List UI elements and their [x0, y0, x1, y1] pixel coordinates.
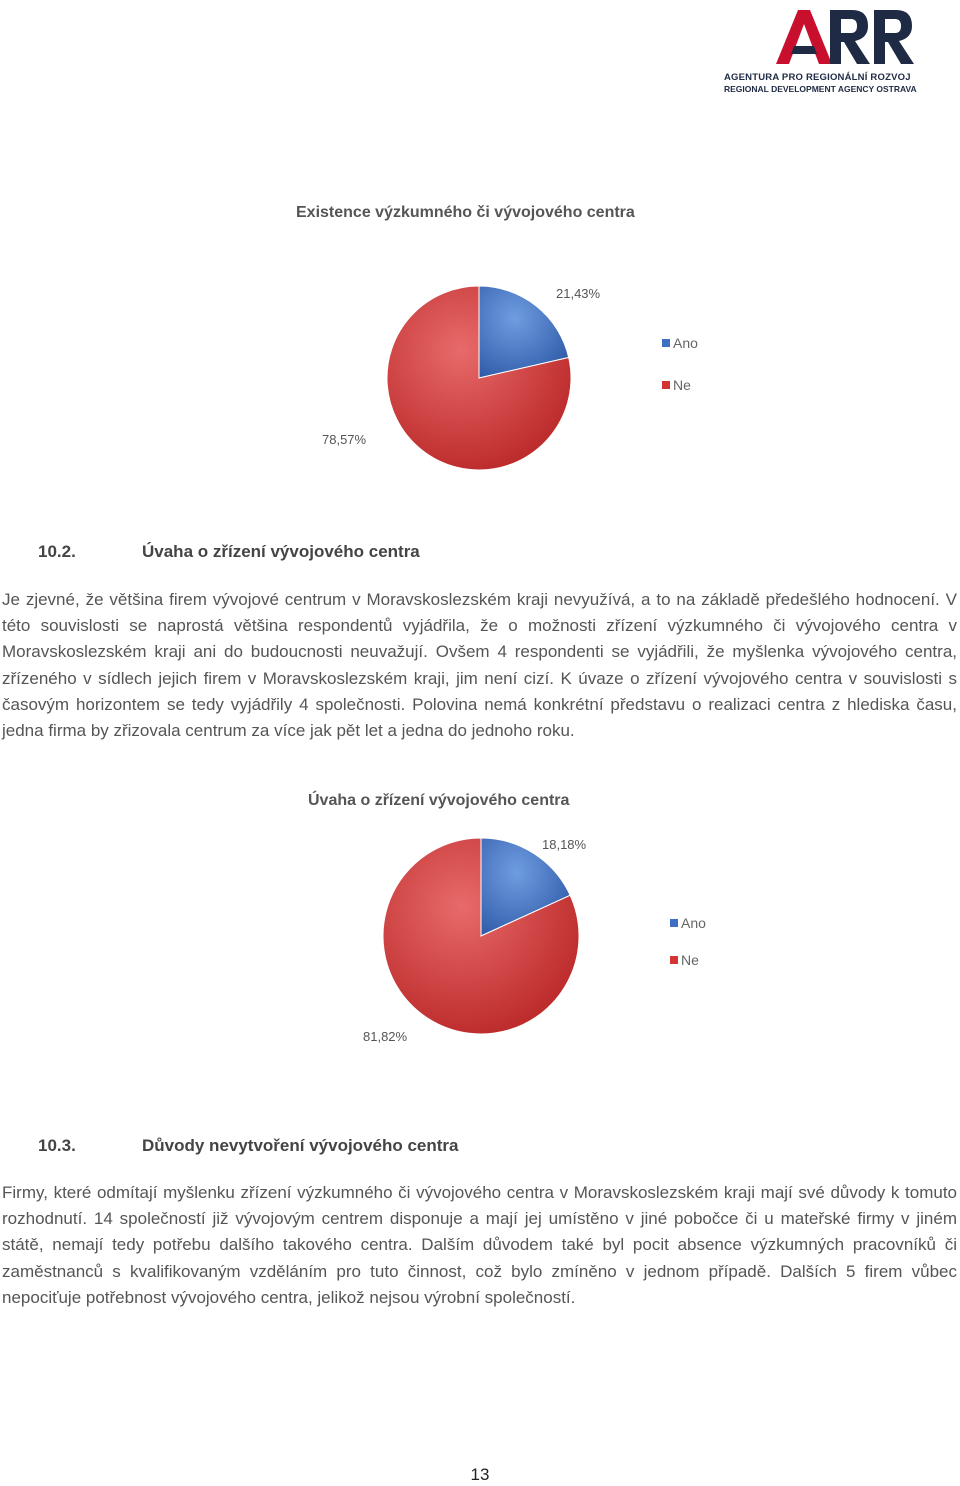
section-paragraph-10-2: Je zjevné, že většina firem vývojové centrum v Moravskoslezském kraji nevyužívá, a to na základě předešlého hodnocení. V této souvislosti se naprostá většina respondentů vyjádřila, že o možnosti zřízení výzkumného či vývojového centra v Moravskoslezském kraji ani do budoucnosti neuvažují. Ovšem 4 respondenti se vyjádřili, že myšlenka vývojového centra, zřízeného v sídlech jejich firem v Moravskoslezském kraji, jim není cizí. K úvaze o zřízení vývojového centra v souvislosti s časovým horizontem se tedy vyjádřily 4 společnosti. Polovina nemá konkrétní představu o realizaci centra z hlediska času, jedna firma by zřizovala centrum za více jak pět let a jedna do jednoho roku. — [2, 590, 957, 741]
data-label-ano: 18,18% — [542, 837, 587, 852]
logo-line-1: AGENTURA PRO REGIONÁLNÍ ROZVOJ — [724, 72, 911, 83]
legend-swatch-ano — [670, 919, 678, 927]
legend-label-ano: Ano — [673, 335, 698, 351]
chart-title: Existence výzkumného či vývojového centra — [296, 204, 635, 221]
data-label-ano: 21,43% — [556, 286, 601, 301]
legend-label-ano: Ano — [681, 915, 706, 931]
chart-title: Úvaha o zřízení vývojového centra — [308, 792, 570, 809]
legend-swatch-ne — [670, 956, 678, 964]
agency-logo — [718, 6, 943, 102]
pie-slices — [383, 838, 579, 1034]
legend-item-ne — [670, 952, 699, 968]
section-number: 10.2. — [38, 542, 76, 561]
legend-item-ano — [662, 335, 698, 351]
pie-chart-uvaha — [302, 786, 722, 1051]
legend-label-ne: Ne — [673, 377, 691, 393]
logo-line-2: REGIONAL DEVELOPMENT AGENCY OSTRAVA — [724, 84, 917, 94]
section-title: Důvody nevytvoření vývojového centra — [142, 1136, 459, 1155]
section-number: 10.3. — [38, 1136, 76, 1155]
legend-swatch-ne — [662, 381, 670, 389]
section-paragraph-10-3: Firmy, které odmítají myšlenku zřízení výzkumného či vývojového centra v Moravskoslezském kraji mají své důvody k tomuto rozhodnutí. 14 společností již vývojovým centrem disponuje a mají jej umístěno v jiné pobočce či u mateřské firmy v jiném státě, nemají tedy potřebu dalšího takového centra. Dalším důvodem také byl pocit absence výzkumných pracovníků či zaměstnanců s kvalifikovaným vzděláním pro tuto činnost, což bylo zmíněno v jednom případě. Dalších 5 firem vůbec nepociťuje potřebnost vývojového centra, jelikož nejsou výrobní společností. — [2, 1183, 957, 1307]
legend-item-ano — [670, 915, 706, 931]
legend-swatch-ano — [662, 339, 670, 347]
legend-item-ne — [662, 377, 691, 393]
page-number: 13 — [470, 1465, 490, 1484]
data-label-ne: 81,82% — [363, 1029, 408, 1044]
pie-chart-existence — [290, 198, 710, 488]
arr-logo-mark — [718, 6, 943, 70]
pie-slices — [387, 286, 571, 470]
legend-label-ne: Ne — [681, 952, 699, 968]
data-label-ne: 78,57% — [322, 432, 367, 447]
section-title: Úvaha o zřízení vývojového centra — [142, 542, 420, 561]
section-heading-10-2 — [38, 542, 420, 562]
section-heading-10-3 — [38, 1136, 459, 1156]
pie-svg — [302, 786, 722, 1051]
